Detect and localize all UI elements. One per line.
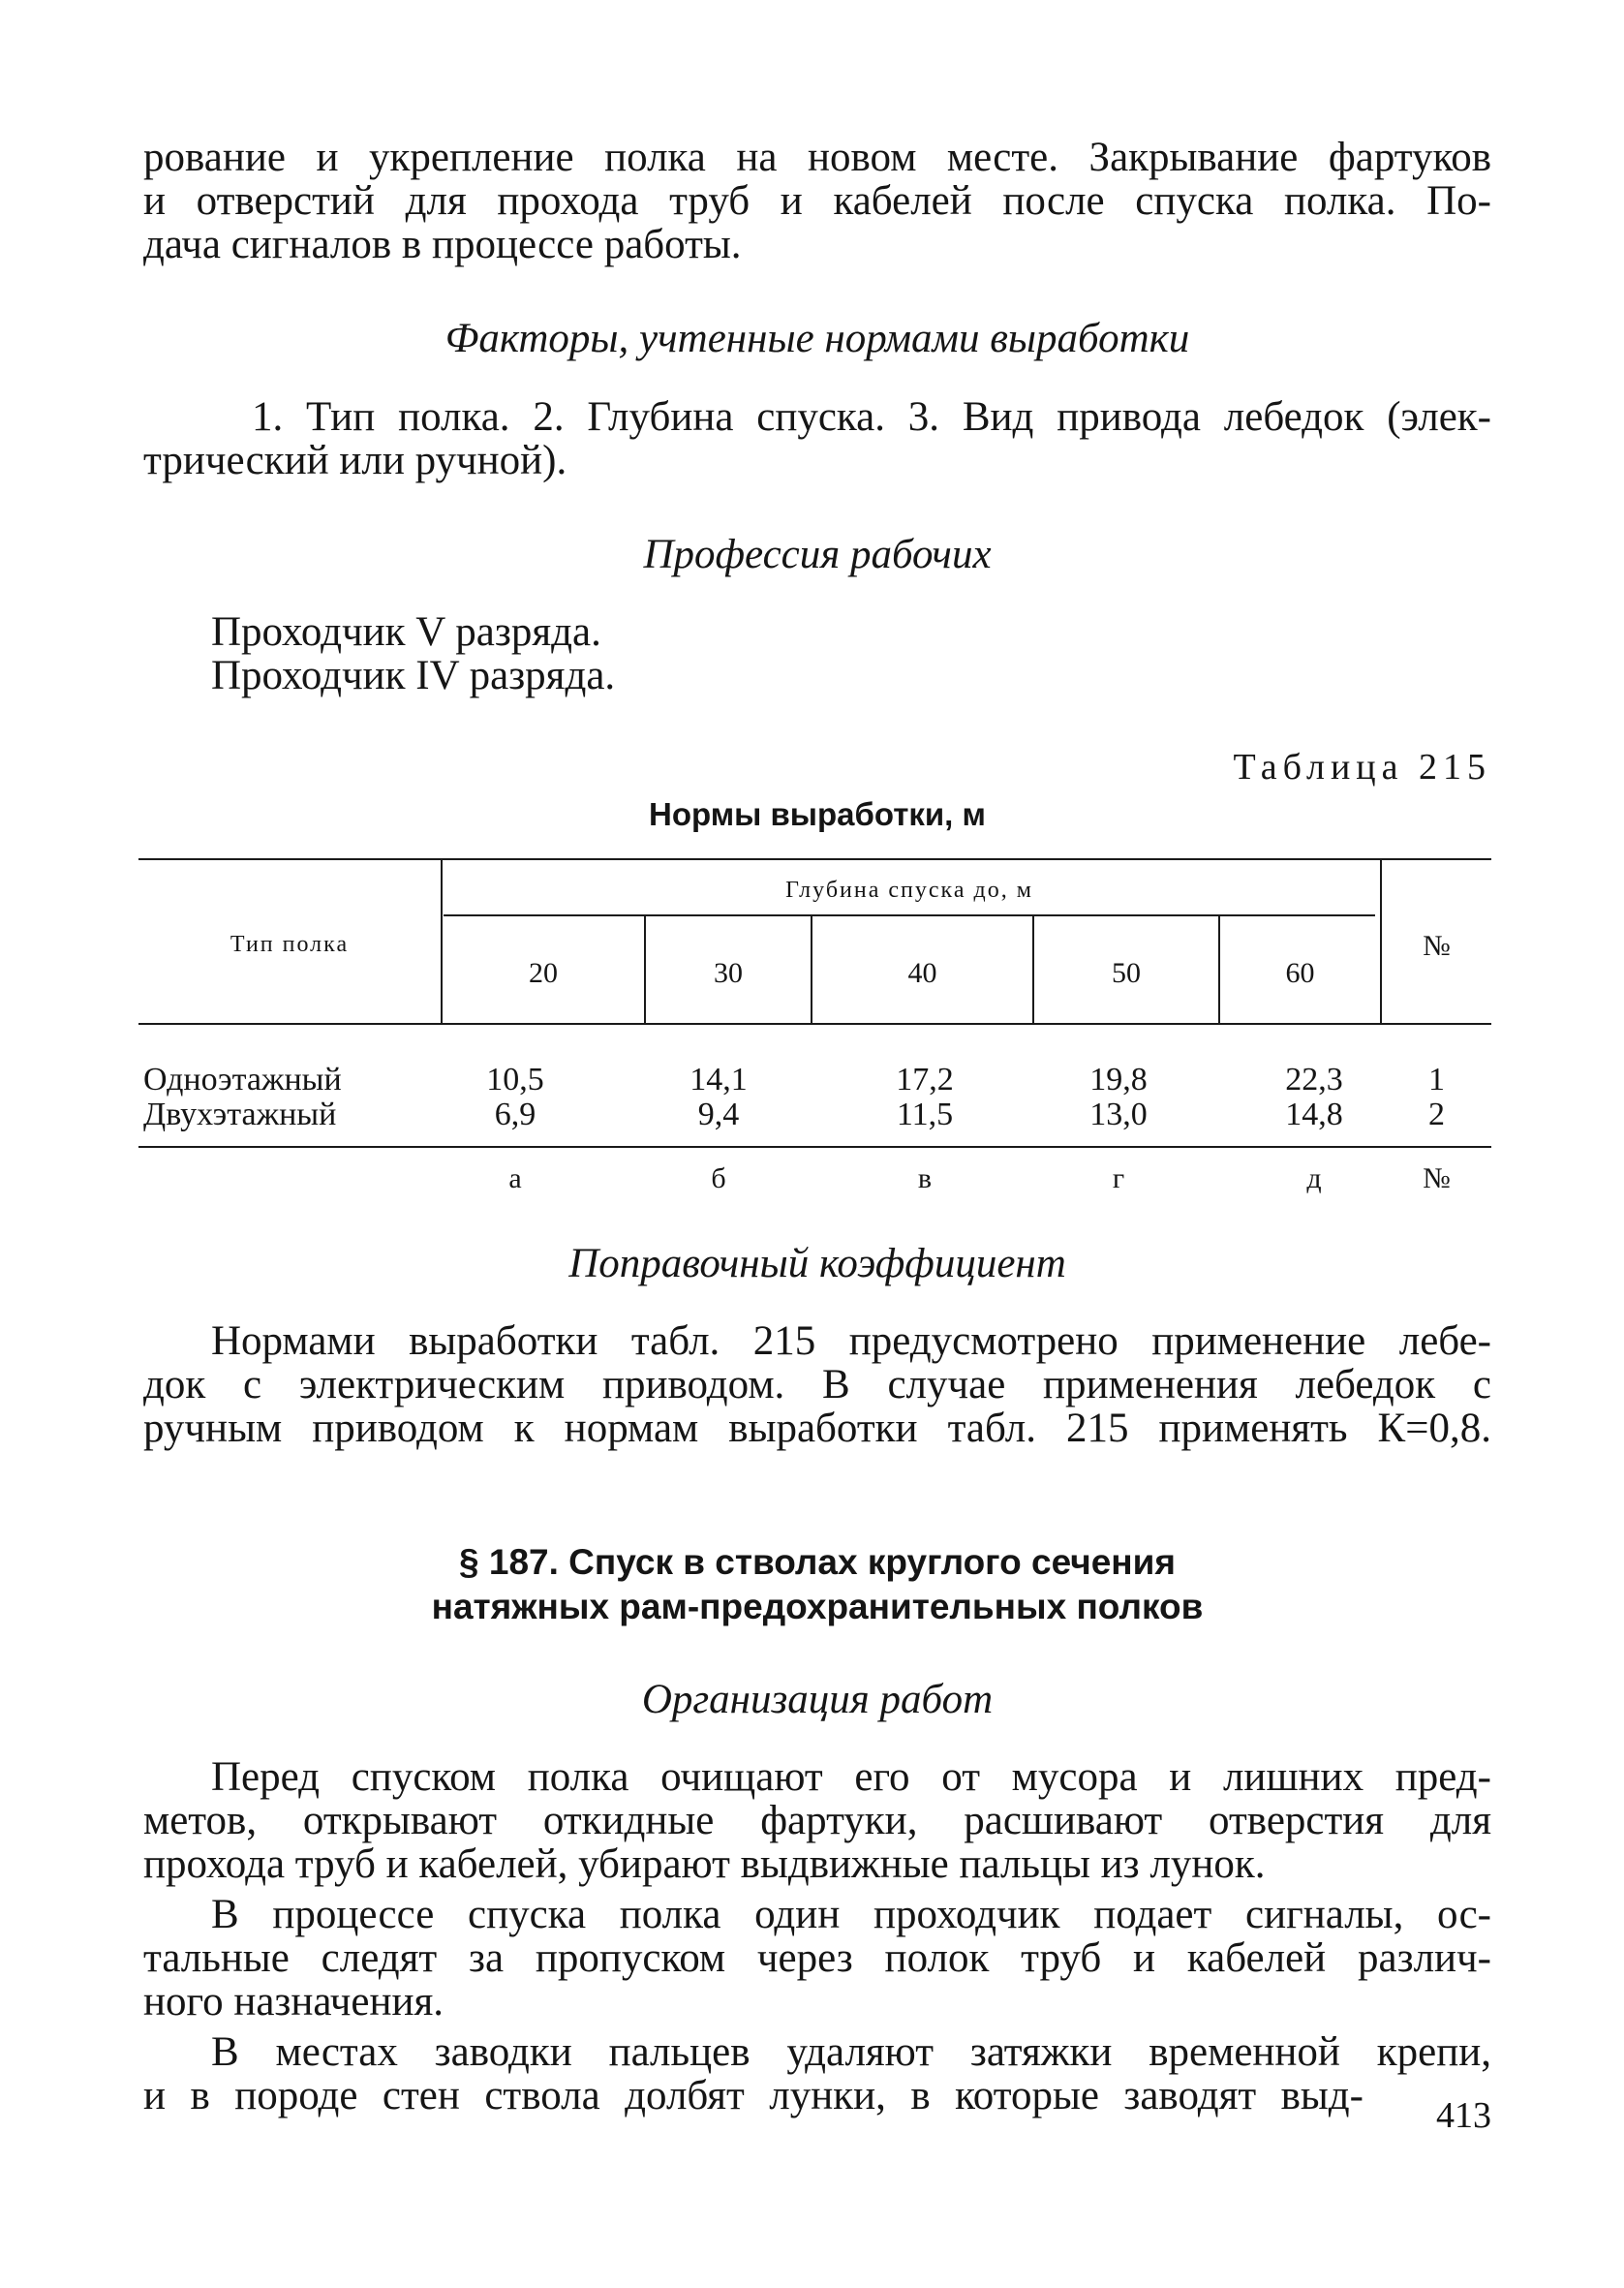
- row-1-number: 1: [1428, 1062, 1445, 1098]
- number-header: №: [1423, 930, 1451, 962]
- header-bottom-rule: [138, 1023, 1491, 1025]
- factors-line-1: 1. Тип полка. 2. Глубина спуска. 3. Вид привода лебедок (элек-: [252, 394, 1491, 440]
- depth-header-rule: [444, 914, 1375, 916]
- depth-header: Глубина спуска до, м: [785, 878, 1033, 903]
- intro-line-1: рование и укрепление полка на новом месте. Закрывание фартуков: [143, 135, 1491, 180]
- body-bottom-rule: [138, 1146, 1491, 1148]
- para3-line-1: В местах заводки пальцев удаляют затяжки временной крепи,: [211, 2029, 1491, 2075]
- para1-line-3: прохода труб и кабелей, убирают выдвижные пальцы из лунок.: [143, 1841, 1266, 1887]
- depth-20: 20: [529, 957, 558, 989]
- page-number: 413: [1436, 2095, 1491, 2136]
- row-type-header: Тип полка: [230, 932, 350, 957]
- correction-line-1: Нормами выработки табл. 215 предусмотрено применение лебе-: [211, 1318, 1491, 1364]
- correction-heading: Поправочный коэффициент: [568, 1241, 1066, 1286]
- para2-line-3: ного назначения.: [143, 1979, 444, 2025]
- depth-60: 60: [1285, 957, 1315, 989]
- para1-line-2: метов, открывают откидные фартуки, расшивают отверстия для: [143, 1798, 1491, 1843]
- para3-line-2: и в породе стен ствола долбят лунки, в которые заводят выд-: [143, 2073, 1364, 2118]
- row-2-value-30: 9,4: [697, 1097, 740, 1132]
- column-letter-d: д: [1306, 1162, 1322, 1194]
- para2-line-2: тальные следят за пропуском через полок труб и кабелей различ-: [143, 1935, 1491, 1981]
- column-letter-g: г: [1112, 1162, 1125, 1194]
- table-title: Нормы выработки, м: [649, 796, 986, 832]
- row-2-name: Двухэтажный: [143, 1097, 337, 1132]
- row-1-value-40: 17,2: [896, 1062, 954, 1098]
- section-title-line-2: натяжных рам-предохранительных полков: [431, 1587, 1204, 1626]
- table-top-rule: [138, 858, 1491, 860]
- row-2-number: 2: [1428, 1097, 1445, 1132]
- profession-line-1: Проходчик V разряда.: [211, 609, 601, 655]
- section-title-line-1: § 187. Спуск в стволах круглого сечения: [459, 1542, 1176, 1582]
- row-2-value-40: 11,5: [896, 1097, 954, 1132]
- row-2-value-50: 13,0: [1089, 1097, 1148, 1132]
- depth-40: 40: [907, 957, 937, 989]
- row-1-value-30: 14,1: [689, 1062, 748, 1098]
- row-2-value-60: 14,8: [1285, 1097, 1343, 1132]
- organization-heading: Организация работ: [641, 1677, 994, 1722]
- column-letter-v: в: [917, 1162, 933, 1194]
- column-letter-a: а: [508, 1162, 522, 1194]
- intro-line-3: дача сигналов в процессе работы.: [143, 222, 742, 267]
- depth-50: 50: [1112, 957, 1141, 989]
- depth-30: 30: [714, 957, 743, 989]
- row-header-divider: [441, 860, 443, 1023]
- factors-heading: Факторы, учтенные нормами выработки: [444, 316, 1190, 361]
- row-1-name: Одноэтажный: [143, 1062, 342, 1098]
- correction-line-2: док с электрическим приводом. В случае применения лебедок с: [143, 1362, 1491, 1407]
- table-label: Таблица 215: [1233, 747, 1491, 788]
- para1-line-1: Перед спуском полка очищают его от мусора и лишних пред-: [211, 1754, 1491, 1800]
- column-number-label: №: [1423, 1162, 1451, 1194]
- row-1-value-20: 10,5: [486, 1062, 544, 1098]
- row-2-value-20: 6,9: [494, 1097, 536, 1132]
- profession-heading: Профессия рабочих: [643, 532, 992, 577]
- factors-line-2: трический или ручной).: [143, 438, 567, 483]
- row-1-value-60: 22,3: [1285, 1062, 1343, 1098]
- para2-line-1: В процессе спуска полка один проходчик подает сигналы, ос-: [211, 1892, 1491, 1937]
- profession-line-2: Проходчик IV разряда.: [211, 653, 616, 698]
- row-1-value-50: 19,8: [1089, 1062, 1148, 1098]
- column-letter-b: б: [711, 1162, 726, 1194]
- intro-line-2: и отверстий для прохода труб и кабелей после спуска полка. По-: [143, 178, 1491, 224]
- correction-line-3: ручным приводом к нормам выработки табл. 215 применять К=0,8.: [143, 1406, 1491, 1451]
